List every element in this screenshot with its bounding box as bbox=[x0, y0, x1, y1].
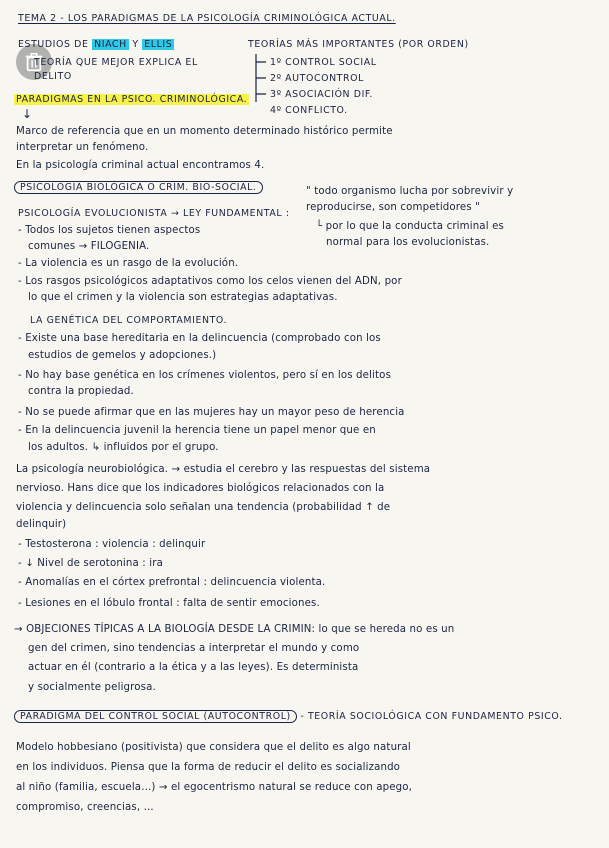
control-heading-suffix: - TEORÍA SOCIOLÓGICA CON FUNDAMENTO PSICO. bbox=[300, 711, 563, 722]
bracket-icon bbox=[254, 52, 268, 106]
genetica-bullet-4: - En la delincuencia juvenil la herencia tiene un papel menor que en bbox=[18, 425, 376, 436]
teoria-line-2: DELITO bbox=[34, 71, 72, 82]
modelo-line-3: al niño (familia, escuela...) → el egocentrismo natural se reduce con apego, bbox=[16, 782, 413, 793]
genetica-bullet-2b: contra la propiedad. bbox=[28, 386, 134, 397]
estudios-and: Y bbox=[132, 39, 139, 50]
page-title: TEMA 2 - LOS PARADIGMAS DE LA PSICOLOGÍA CRIMINOLÓGICA ACTUAL. bbox=[18, 13, 396, 24]
marco-line-1: Marco de referencia que en un momento determinado histórico permite bbox=[16, 126, 393, 137]
bio-bullet-1b: comunes → FILOGENIA. bbox=[28, 241, 150, 252]
modelo-line-1: Modelo hobbesiano (positivista) que considera que el delito es algo natural bbox=[16, 742, 411, 753]
neuro-line-2: nervioso. Hans dice que los indicadores biológicos relacionados con la bbox=[16, 483, 385, 494]
bio-bullet-3b: lo que el crimen y la violencia son estrategias adaptativas. bbox=[28, 292, 338, 303]
genetica-bullet-2: - No hay base genética en los crímenes violentos, pero sí en los delitos bbox=[18, 370, 392, 381]
teoria-item-2: 2º AUTOCONTROL bbox=[270, 73, 364, 84]
paradigmas-heading bbox=[14, 93, 249, 106]
quote-line-1: " todo organismo lucha por sobrevivir y bbox=[306, 186, 514, 197]
bio-bullet-3: - Los rasgos psicológicos adaptativos como los celos vienen del ADN, por bbox=[18, 276, 402, 287]
estudios-line bbox=[18, 38, 174, 51]
por-lo-que-line-1: └ por lo que la conducta criminal es bbox=[316, 221, 504, 232]
objeciones-line-1: → OBJECIONES TÍPICAS A LA BIOLOGÍA DESDE LA CRIMIN: lo que se hereda no es un bbox=[14, 624, 455, 635]
neuro-bullet-4: - Lesiones en el lóbulo frontal : falta de sentir emociones. bbox=[18, 598, 320, 609]
paradigmas-heading-text: PARADIGMAS EN LA PSICO. CRIMINOLÓGICA. bbox=[16, 94, 248, 105]
teoria-line-1: TEORÍA QUE MEJOR EXPLICA EL bbox=[34, 57, 198, 68]
bio-heading bbox=[14, 181, 263, 194]
neuro-line-3: violencia y delincuencia solo señalan una tendencia (probabilidad ↑ de bbox=[16, 502, 391, 513]
neuro-line-4: delinquir) bbox=[16, 519, 67, 530]
genetica-bullet-3: - No se puede afirmar que en las mujeres hay un mayor peso de herencia bbox=[18, 407, 405, 418]
control-heading-text: PARADIGMA DEL CONTROL SOCIAL (AUTOCONTROL) bbox=[14, 710, 297, 723]
genetica-heading: LA GENÉTICA DEL COMPORTAMIENTO. bbox=[30, 315, 228, 326]
bio-bullet-2: - La violencia es un rasgo de la evolución. bbox=[18, 258, 239, 269]
genetica-bullet-1b: estudios de gemelos y adopciones.) bbox=[28, 350, 217, 361]
neuro-bullet-1: - Testosterona : violencia : delinquir bbox=[18, 539, 206, 550]
teoria-item-3: 3º ASOCIACIÓN DIF. bbox=[270, 89, 373, 100]
objeciones-line-4: y socialmente peligrosa. bbox=[28, 682, 156, 693]
por-lo-que-line-2: normal para los evolucionistas. bbox=[326, 237, 490, 248]
teoria-item-4: 4º CONFLICTO. bbox=[270, 105, 348, 116]
marco-line-2: interpretar un fenómeno. bbox=[16, 142, 149, 153]
estudios-name-1: NIACH bbox=[94, 39, 127, 50]
down-arrow-icon: ↓ bbox=[22, 107, 33, 121]
modelo-line-2: en los individuos. Piensa que la forma de reducir el delito es socializando bbox=[16, 762, 401, 773]
quote-line-2: reproducirse, son competidores " bbox=[306, 202, 481, 213]
genetica-bullet-4b: los adultos. ↳ influidos por el grupo. bbox=[28, 442, 219, 453]
estudios-prefix: ESTUDIOS DE bbox=[18, 39, 89, 50]
teorias-heading: TEORÍAS MÁS IMPORTANTES (POR ORDEN) bbox=[248, 39, 469, 50]
modelo-line-4: compromiso, creencias, ... bbox=[16, 802, 154, 813]
bio-bullet-1: - Todos los sujetos tienen aspectos bbox=[18, 225, 201, 236]
estudios-name-2: ELLIS bbox=[144, 39, 173, 50]
bio-heading-text: PSICOLOGÍA BIOLÓGICA O CRIM. BIO-SOCIAL. bbox=[14, 181, 263, 194]
neuro-bullet-2: - ↓ Nivel de serotonina : ira bbox=[18, 558, 163, 569]
en-la-line: En la psicología criminal actual encontramos 4. bbox=[16, 160, 265, 171]
neuro-line-1: La psicología neurobiológica. → estudia el cerebro y las respuestas del sistema bbox=[16, 464, 431, 475]
teoria-item-1: 1º CONTROL SOCIAL bbox=[270, 57, 377, 68]
objeciones-line-2: gen del crimen, sino tendencias a interpretar el mundo y como bbox=[28, 643, 360, 654]
evolucionista-line: PSICOLOGÍA EVOLUCIONISTA → LEY FUNDAMENTAL : bbox=[18, 208, 290, 219]
neuro-bullet-3: - Anomalías en el córtex prefrontal : delincuencia violenta. bbox=[18, 577, 326, 588]
control-heading bbox=[14, 710, 563, 723]
objeciones-line-3: actuar en él (contrario a la ética y a las leyes). Es determinista bbox=[28, 662, 359, 673]
genetica-bullet-1: - Existe una base hereditaria en la delincuencia (comprobado con los bbox=[18, 333, 381, 344]
